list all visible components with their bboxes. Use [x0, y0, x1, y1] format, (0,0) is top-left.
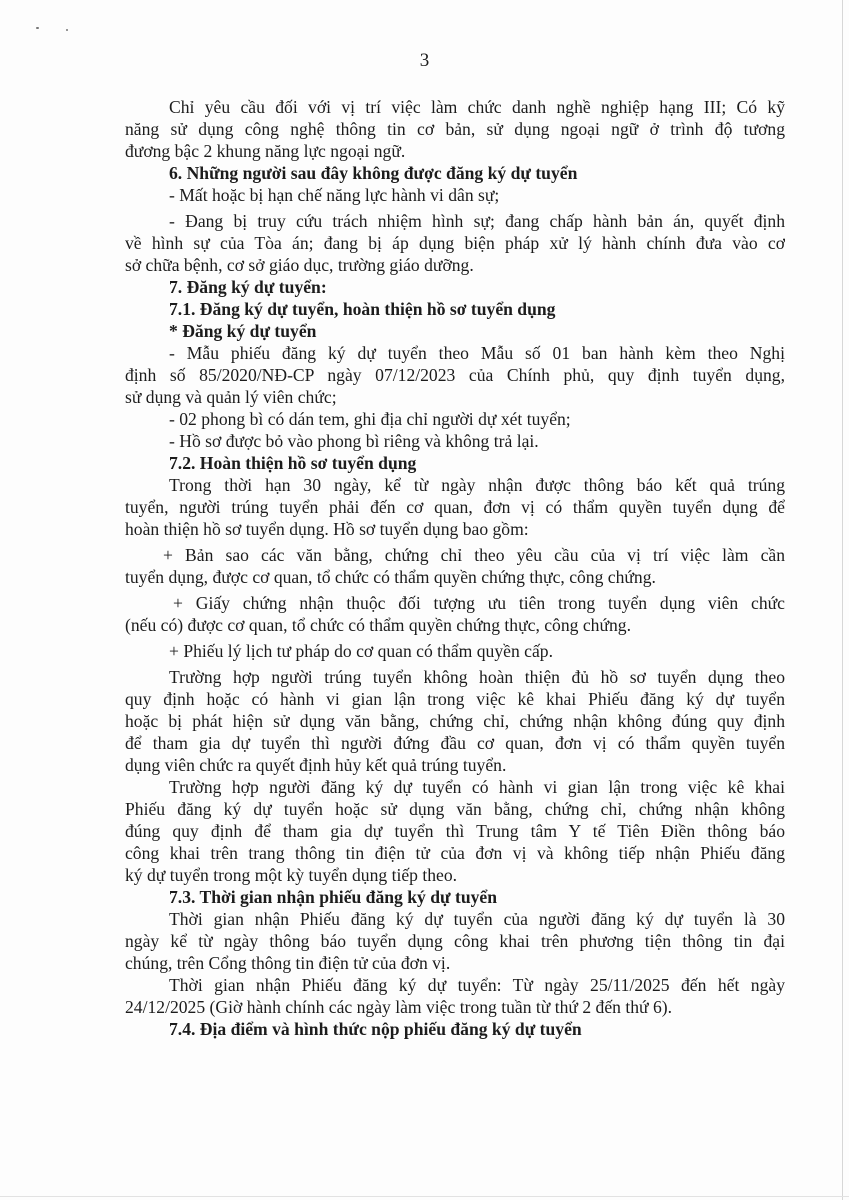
list-item: + Phiếu lý lịch tư pháp do cơ quan có thẩm quyền cấp. — [169, 641, 553, 661]
paragraph-line: sở chữa bệnh, cơ sở giáo dục, trường giáo dưỡng. — [125, 255, 474, 275]
list-item: - Đang bị truy cứu trách nhiệm hình sự; đang chấp hành bản án, quyết định — [169, 211, 785, 231]
paragraph-line: định số 85/2020/NĐ-CP ngày 07/12/2023 của Chính phủ, quy định tuyển dụng, — [125, 365, 785, 385]
list-item: - Mất hoặc bị hạn chế năng lực hành vi dân sự; — [169, 185, 500, 205]
paragraph-line: công khai trên trang thông tin điện tử của đơn vị và không tiếp nhận Phiếu đăng — [125, 843, 785, 863]
paragraph-line: năng sử dụng công nghệ thông tin cơ bản, sử dụng ngoại ngữ ở trình độ tương — [125, 119, 785, 139]
paragraph-line: dụng viên chức ra quyết định hủy kết quả trúng tuyển. — [125, 755, 507, 775]
scan-edge — [842, 0, 843, 1200]
list-item: - Hồ sơ được bỏ vào phong bì riêng và không trả lại. — [169, 431, 539, 451]
paragraph-line: để tham gia dự tuyển thì người đứng đầu cơ quan, đơn vị có thẩm quyền tuyển — [125, 733, 785, 753]
paragraph-line: (nếu có) được cơ quan, tổ chức có thẩm quyền chứng thực, công chứng. — [125, 615, 631, 635]
page-number: 3 — [419, 50, 430, 71]
list-item: - Mẫu phiếu đăng ký dự tuyển theo Mẫu số 01 ban hành kèm theo Nghị — [169, 343, 785, 363]
section-heading: 7. Đăng ký dự tuyển: — [169, 277, 327, 297]
section-heading: 6. Những người sau đây không được đăng ký dự tuyển — [169, 163, 578, 183]
paragraph-line: sử dụng và quản lý viên chức; — [125, 387, 337, 407]
paragraph-line: Trường hợp người trúng tuyển không hoàn thiện đủ hồ sơ tuyển dụng theo — [169, 667, 785, 687]
list-item: + Giấy chứng nhận thuộc đối tượng ưu tiên trong tuyển dụng viên chức — [173, 593, 785, 613]
scan-speck — [36, 27, 39, 29]
paragraph-line: tuyển dụng, được cơ quan, tổ chức có thẩm quyền chứng thực, công chứng. — [125, 567, 656, 587]
document-body — [125, 96, 785, 1040]
paragraph-line: ký dự tuyển trong một kỳ tuyển dụng tiếp theo. — [125, 865, 458, 885]
scan-bottom-edge — [0, 1196, 849, 1197]
subsection-heading: * Đăng ký dự tuyển — [169, 321, 317, 341]
list-item: - 02 phong bì có dán tem, ghi địa chỉ người dự xét tuyển; — [169, 409, 571, 429]
subsection-heading: 7.4. Địa điểm và hình thức nộp phiếu đăng ký dự tuyển — [169, 1019, 582, 1039]
paragraph-line: Trong thời hạn 30 ngày, kể từ ngày nhận được thông báo kết quả trúng — [169, 475, 785, 495]
paragraph-line: Phiếu đăng ký dự tuyển hoặc sử dụng văn bằng, chứng chỉ, chứng nhận không — [125, 799, 785, 819]
paragraph-line: đúng quy định để tham gia dự tuyển thì Trung tâm Y tế Tiên Điền thông báo — [125, 821, 785, 841]
list-item: + Bản sao các văn bằng, chứng chỉ theo yêu cầu của vị trí việc làm cần — [163, 545, 785, 565]
paragraph-line: 24/12/2025 (Giờ hành chính các ngày làm việc trong tuần từ thứ 2 đến thứ 6). — [125, 997, 673, 1017]
paragraph-line: chúng, trên Cổng thông tin điện tử của đơn vị. — [125, 953, 451, 973]
paragraph-line: Thời gian nhận Phiếu đăng ký dự tuyển: Từ ngày 25/11/2025 đến hết ngày — [169, 975, 785, 995]
paragraph-line: Trường hợp người đăng ký dự tuyển có hành vi gian lận trong việc kê khai — [169, 777, 785, 797]
paragraph-line: về hình sự của Tòa án; đang bị áp dụng biện pháp xử lý hành chính đưa vào cơ — [125, 233, 785, 253]
paragraph-line: tuyển, người trúng tuyển phải đến cơ quan, đơn vị có thẩm quyền tuyển dụng để — [125, 497, 785, 517]
paragraph-line: hoàn thiện hồ sơ tuyển dụng. Hồ sơ tuyển dụng bao gồm: — [125, 519, 529, 539]
subsection-heading: 7.1. Đăng ký dự tuyển, hoàn thiện hồ sơ tuyển dụng — [169, 299, 556, 319]
paragraph-line: đương bậc 2 khung năng lực ngoại ngữ. — [125, 141, 406, 161]
paragraph-line: quy định hoặc có hành vi gian lận trong việc kê khai Phiếu đăng ký dự tuyển — [125, 689, 785, 709]
paragraph-line: ngày kể từ ngày thông báo tuyển dụng công khai trên phương tiện thông tin đại — [125, 931, 785, 951]
subsection-heading: 7.3. Thời gian nhận phiếu đăng ký dự tuyển — [169, 887, 498, 907]
paragraph-line: Thời gian nhận Phiếu đăng ký dự tuyển của người đăng ký dự tuyển là 30 — [169, 909, 785, 929]
paragraph-line: Chỉ yêu cầu đối với vị trí việc làm chức danh nghề nghiệp hạng III; Có kỹ — [169, 97, 785, 117]
paragraph-line: hoặc bị phát hiện sử dụng văn bằng, chứng chỉ, chứng nhận không đúng quy định — [125, 711, 785, 731]
subsection-heading: 7.2. Hoàn thiện hồ sơ tuyển dụng — [169, 453, 417, 473]
scan-speck — [66, 29, 68, 31]
